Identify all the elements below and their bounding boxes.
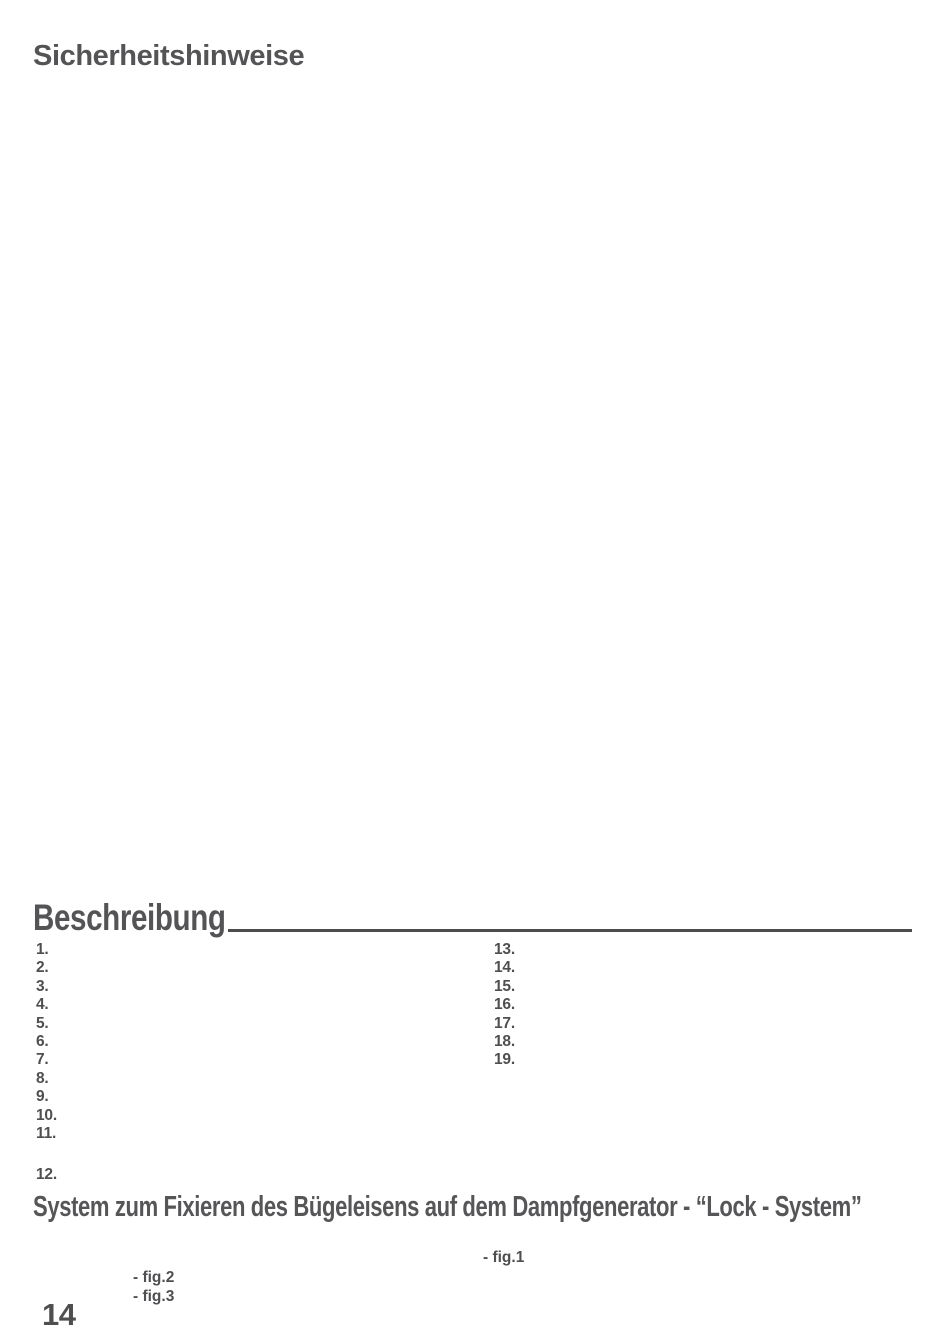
description-list-right-column [494,941,515,1070]
figure-reference-2: - fig.2 [133,1269,175,1286]
list-item-13: 13. [494,941,515,958]
figure-reference-1: - fig.1 [483,1249,525,1266]
list-item-8: 8. [36,1069,49,1087]
list-item-5: 5. [36,1014,49,1032]
list-item-14: 14. [494,959,515,977]
description-heading-rule [228,929,912,932]
list-item-11: 11. [36,1125,57,1143]
description-section-heading: Beschreibung [33,897,226,938]
list-item-7: 7. [36,1051,49,1069]
list-gap [36,1143,57,1166]
list-item-16: 16. [494,996,515,1014]
list-item-6: 6. [36,1033,49,1051]
description-list-left-column [36,941,57,1185]
list-item-2: 2. [36,959,49,977]
list-item-12: 12. [36,1166,57,1184]
list-item-17: 17. [494,1014,515,1032]
list-item-4: 4. [36,996,49,1014]
list-item-3: 3. [36,977,49,995]
safety-section-heading: Sicherheitshinweise [33,40,305,72]
figure-reference-3: - fig.3 [133,1288,175,1305]
page-number: 14 [42,1297,76,1332]
list-item-15: 15. [494,977,515,995]
list-item-19: 19. [494,1051,515,1069]
list-item-9: 9. [36,1088,49,1106]
lock-system-heading: System zum Fixieren des Bügeleisens auf dem Dampfgenerator - “Lock - System” [33,1191,862,1223]
list-item-1: 1. [36,941,49,958]
list-item-10: 10. [36,1106,57,1124]
list-item-18: 18. [494,1033,515,1051]
